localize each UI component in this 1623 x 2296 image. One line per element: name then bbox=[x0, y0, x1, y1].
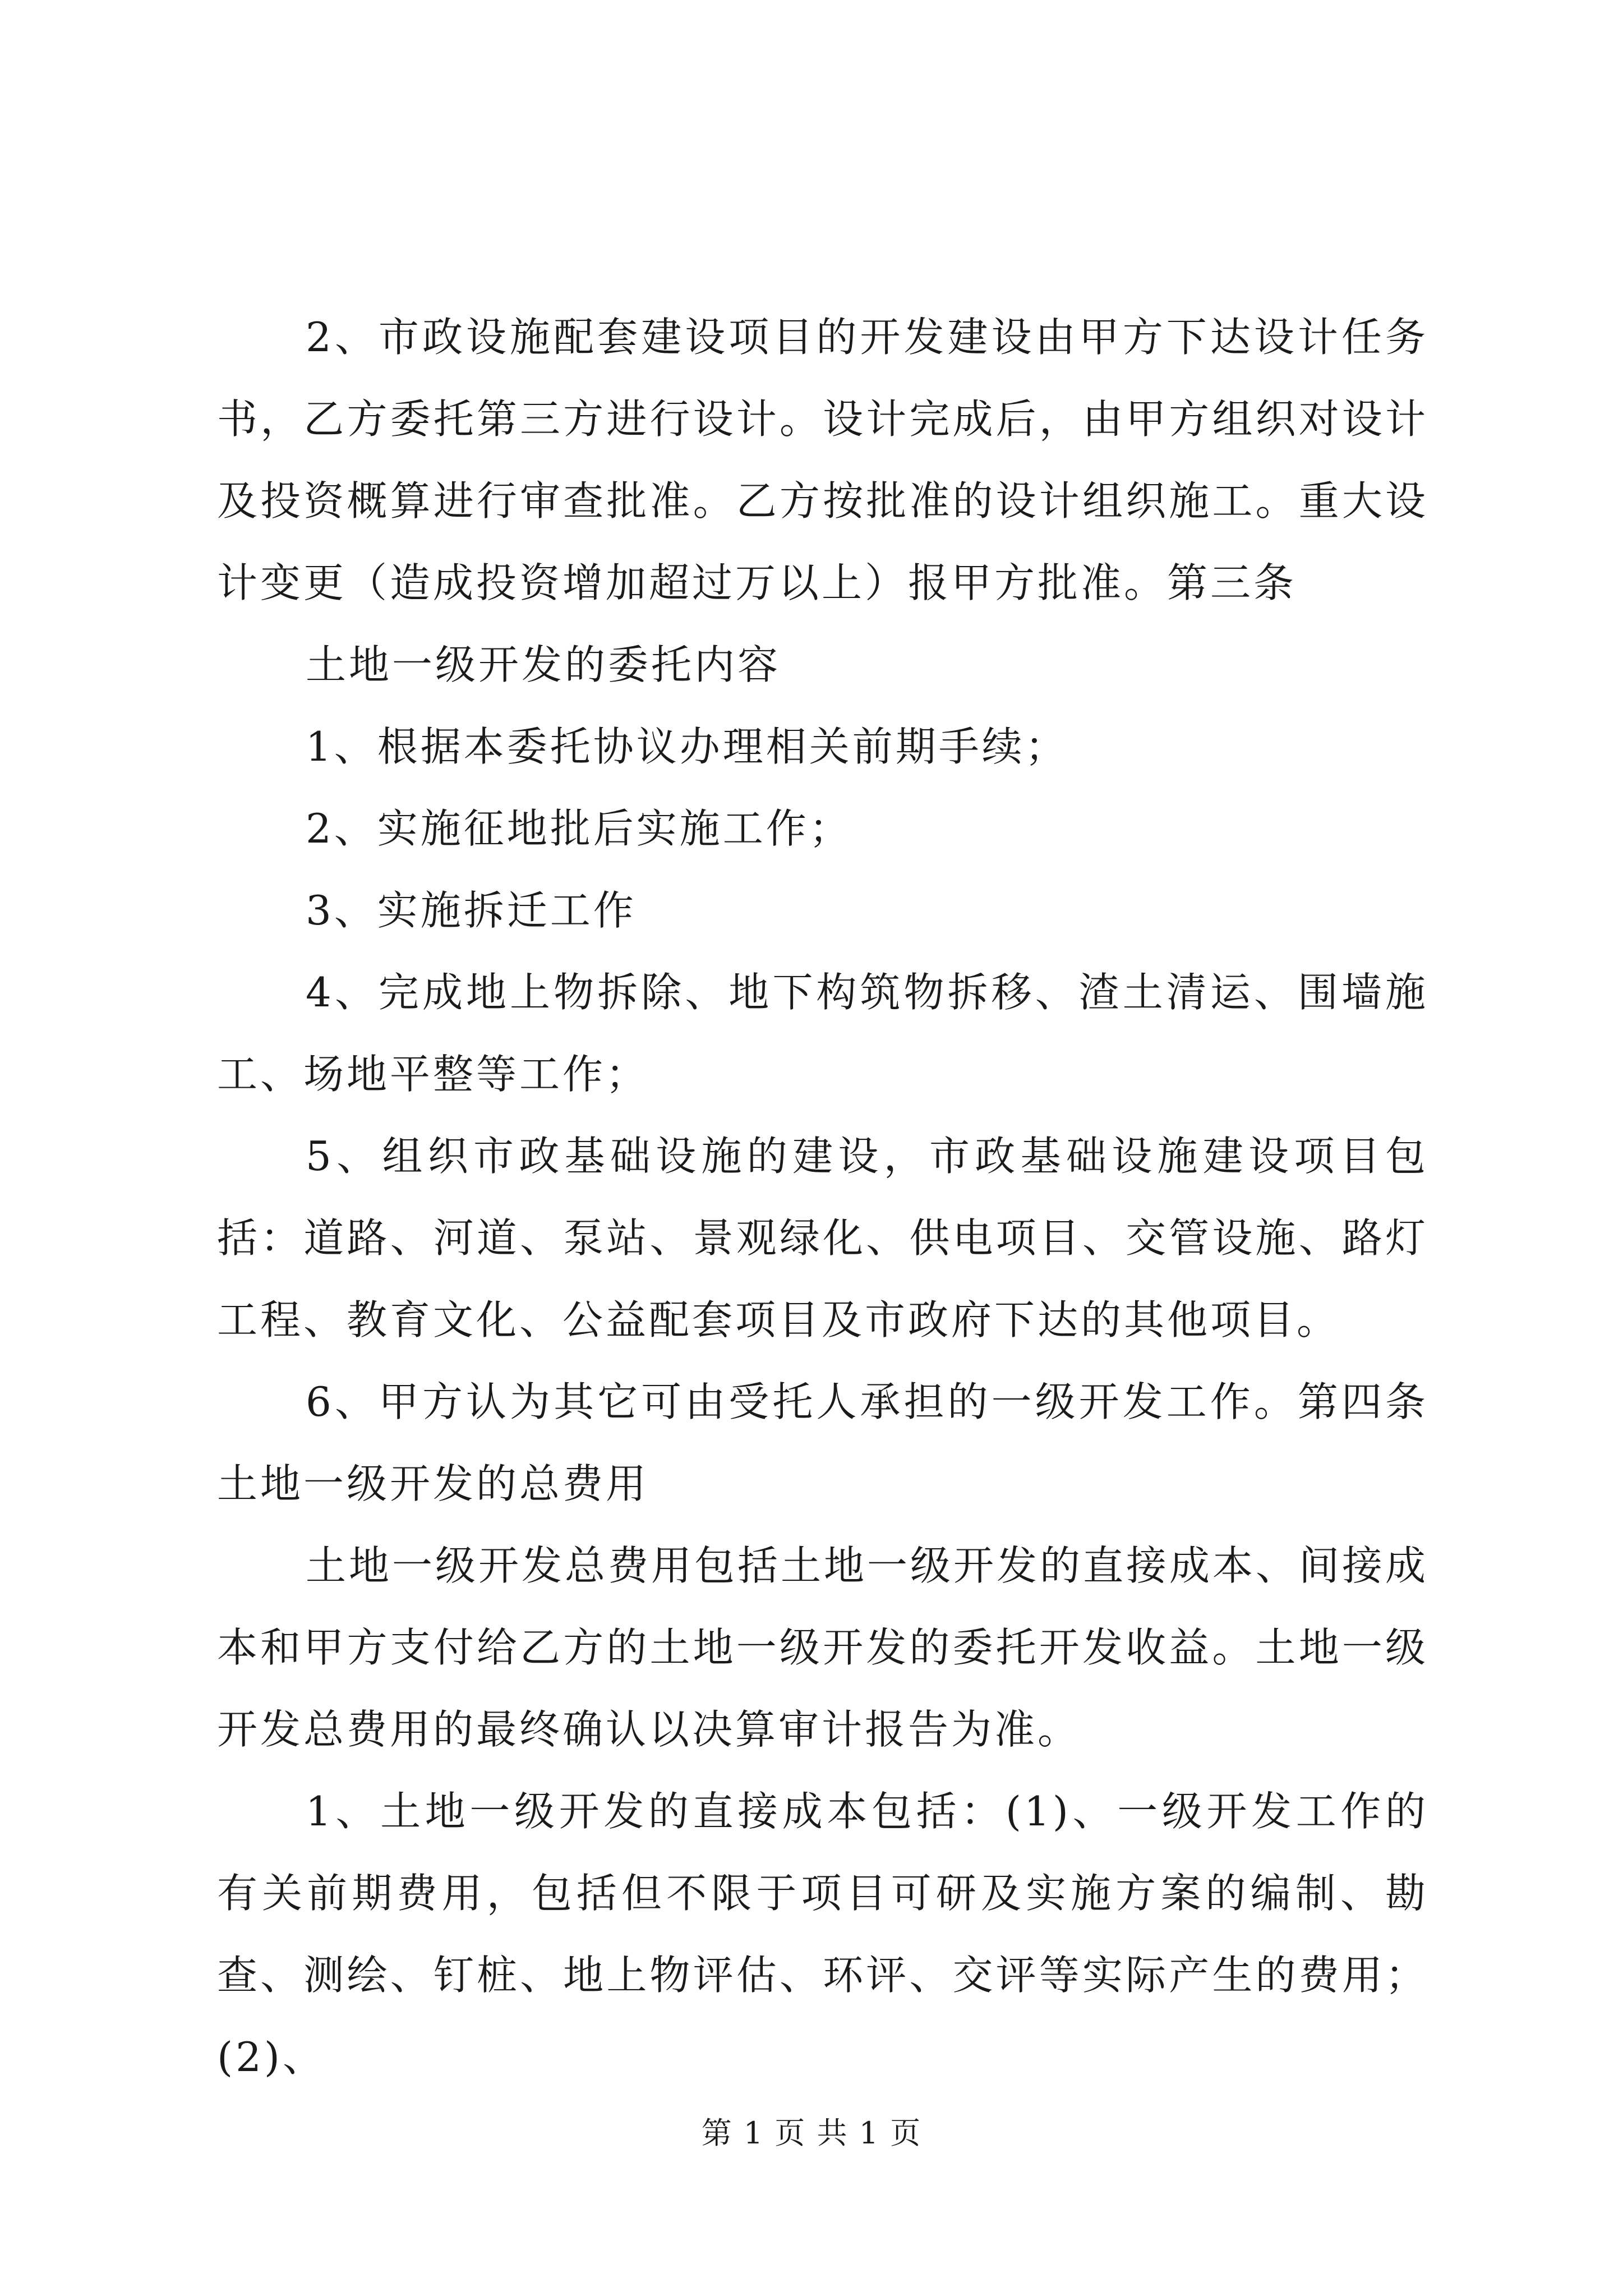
page-number-label: 第 1 页 共 1 页 bbox=[701, 2115, 922, 2151]
paragraph-item-2: 2、实施征地批后实施工作； bbox=[306, 805, 852, 852]
page-footer bbox=[0, 2114, 1623, 2153]
paragraph-design-approval: 2、市政设施配套建设项目的开发建设由甲方下达设计任务书，乙方委托第三方进行设计。设计完成后，由甲方组织对设计及投资概算进行审查批准。乙方按批准的设计组织施工。重大设计变更（造成投资增加超过万以上）报甲方批准。第三条 bbox=[217, 314, 1428, 606]
paragraph-direct-cost: 1、土地一级开发的直接成本包括：(1)、一级开发工作的有关前期费用，包括但不限于项目可研及实施方案的编制、勘查、测绘、钉桩、地上物评估、环评、交评等实际产生的费用；(2)、 bbox=[217, 1788, 1428, 2081]
paragraph-item-6: 6、甲方认为其它可由受托人承担的一级开发工作。第四条土地一级开发的总费用 bbox=[217, 1378, 1428, 1507]
paragraph-item-3: 3、实施拆迁工作 bbox=[306, 887, 637, 934]
paragraph-item-1: 1、根据本委托协议办理相关前期手续； bbox=[306, 723, 1068, 770]
paragraph-item-4: 4、完成地上物拆除、地下构筑物拆移、渣土清运、围墙施工、场地平整等工作； bbox=[217, 969, 1428, 1098]
document-body bbox=[217, 296, 1428, 2098]
paragraph-entrustment-heading: 土地一级开发的委托内容 bbox=[306, 641, 781, 688]
paragraph-total-cost: 土地一级开发总费用包括土地一级开发的直接成本、间接成本和甲方支付给乙方的土地一级开发的委托开发收益。土地一级开发总费用的最终确认以决算审计报告为准。 bbox=[217, 1542, 1429, 1753]
paragraph-item-5: 5、组织市政基础设施的建设，市政基础设施建设项目包括：道路、河道、泵站、景观绿化、供电项目、交管设施、路灯工程、教育文化、公益配套项目及市政府下达的其他项目。 bbox=[217, 1133, 1428, 1343]
